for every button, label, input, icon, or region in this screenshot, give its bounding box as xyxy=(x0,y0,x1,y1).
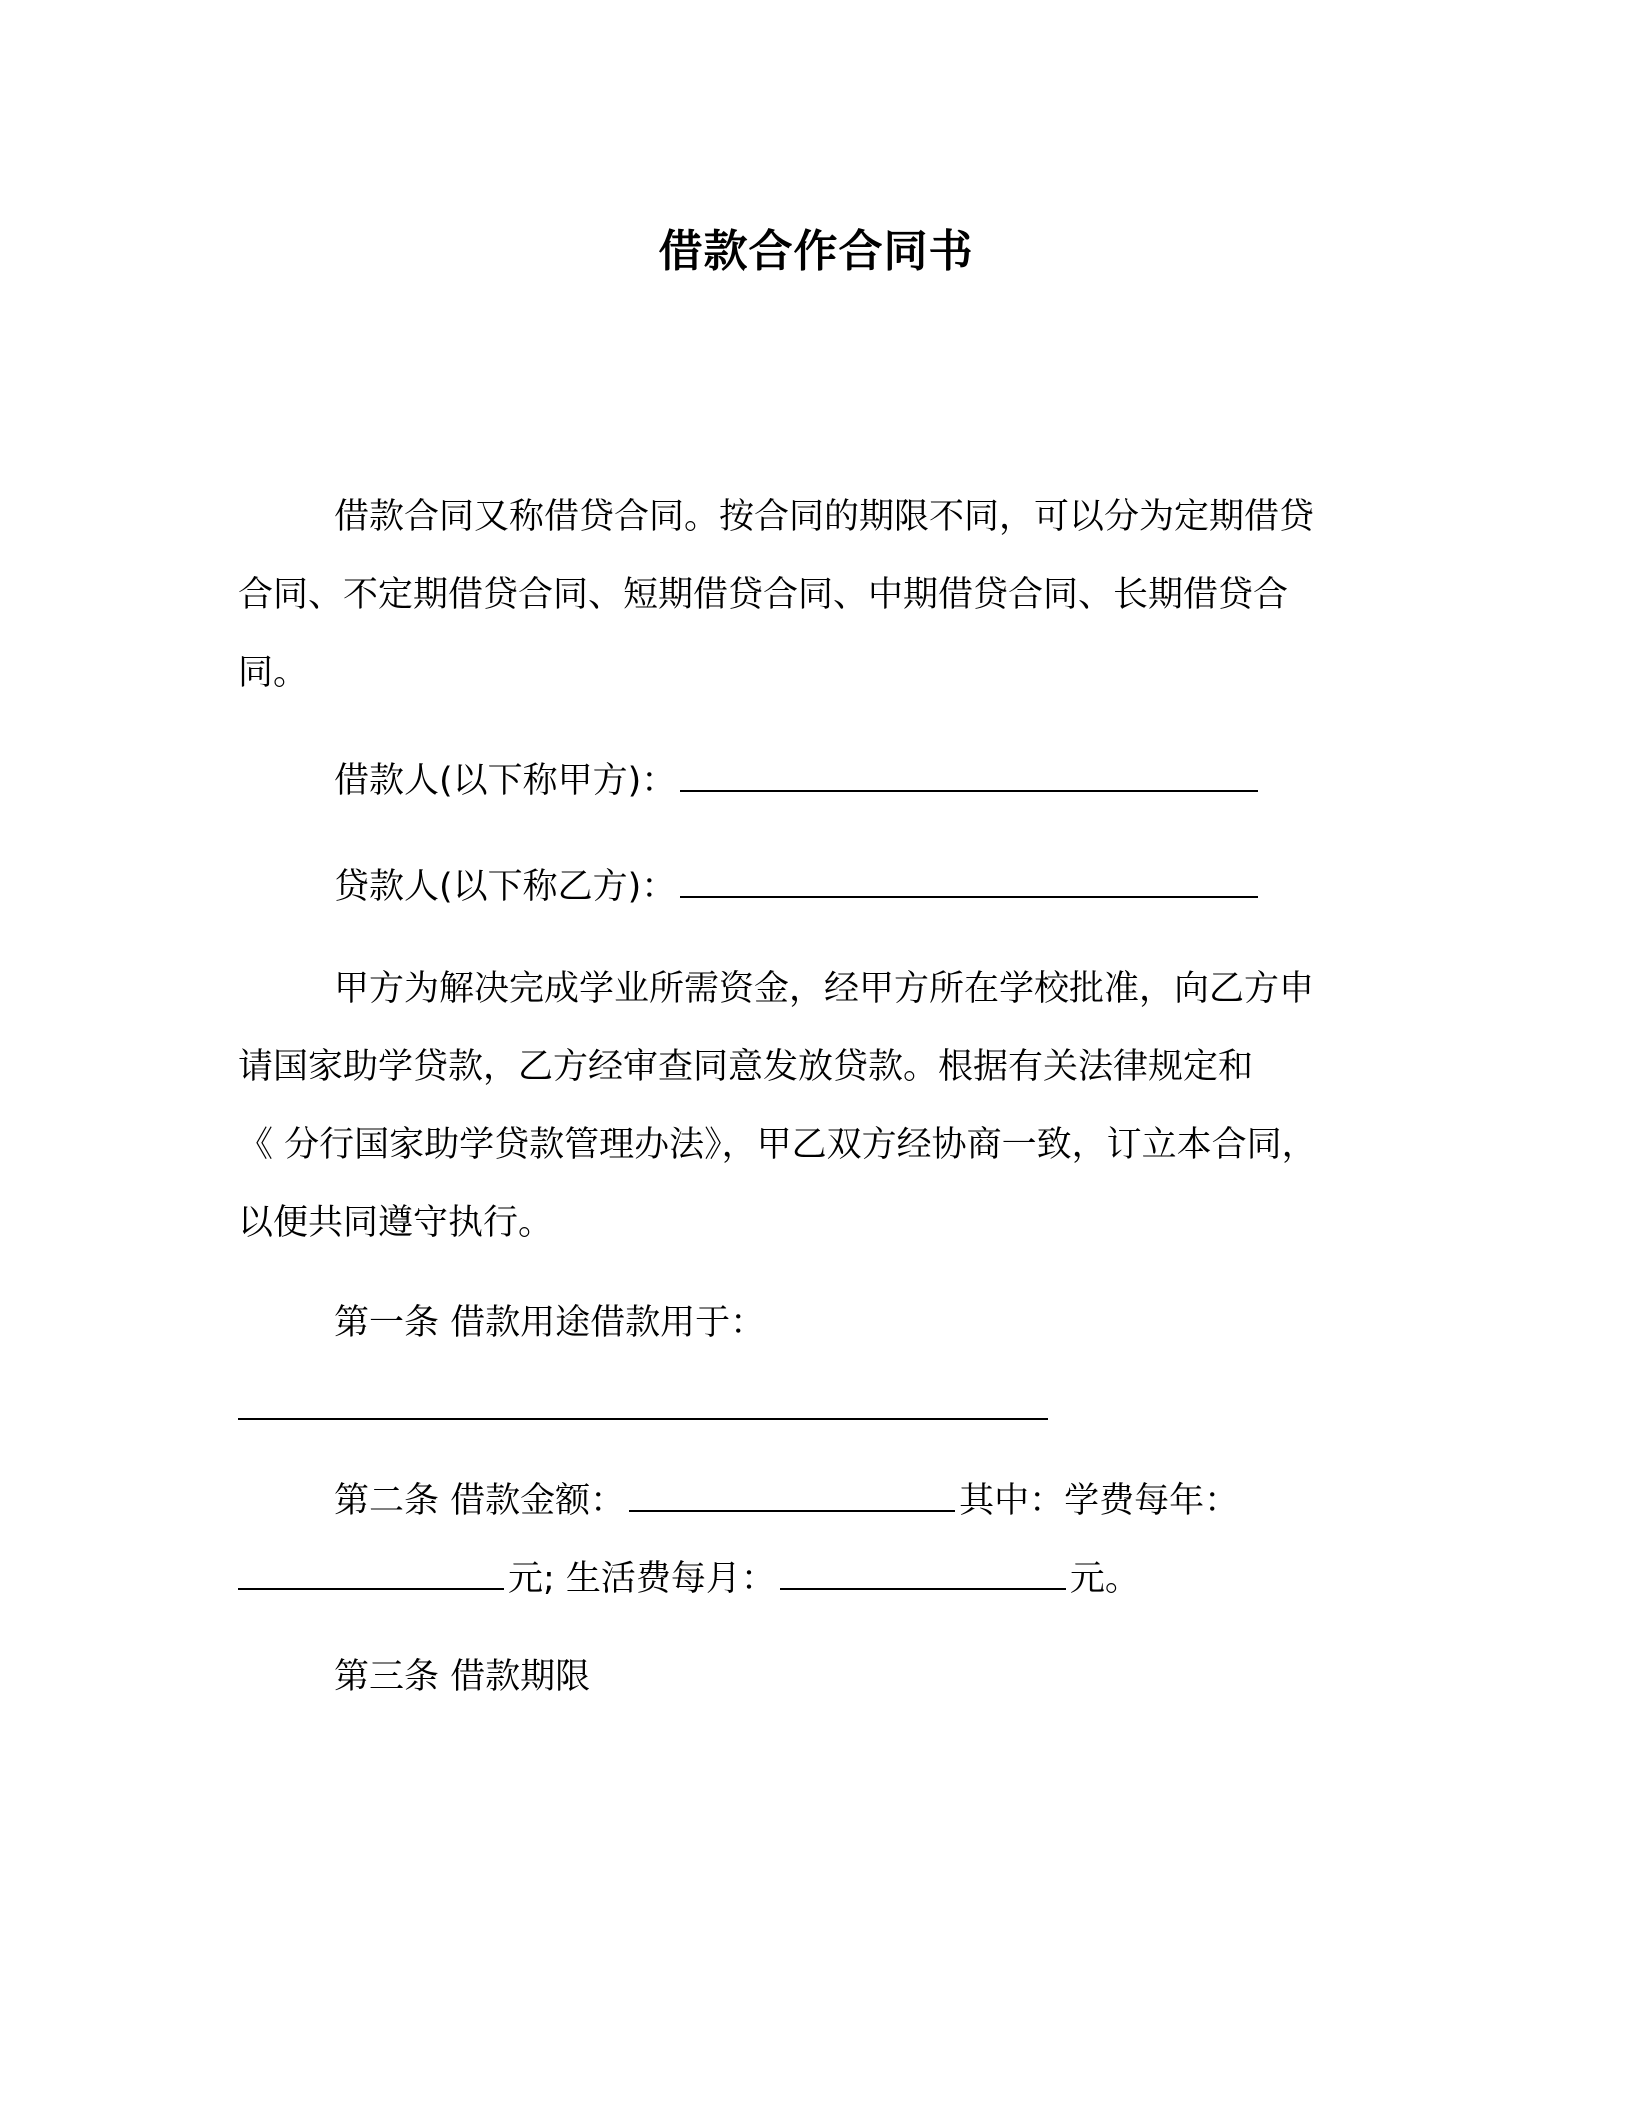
intro-line-1: 借款合同又称借贷合同。按合同的期限不同，可以分为定期借贷 xyxy=(334,497,1315,537)
lender-row xyxy=(238,848,1484,926)
lender-label: 贷款人(以下称乙方)： xyxy=(334,867,677,907)
article-2-prefix: 第二条 借款金额： xyxy=(334,1481,626,1521)
living-cost-label: 元; 生活费每月： xyxy=(508,1559,776,1599)
purpose-line-3: 《 分行国家助学贷款管理办法》，甲乙双方经协商一致，订立本合同， xyxy=(238,1125,1317,1165)
article-2-row-1 xyxy=(238,1462,1484,1540)
purpose-line-1: 甲方为解决完成学业所需资金，经甲方所在学校批准，向乙方申 xyxy=(334,969,1315,1009)
article-1: 第一条 借款用途借款用于： xyxy=(334,1303,766,1343)
borrower-row xyxy=(238,742,1484,820)
purpose-line-2: 请国家助学贷款，乙方经审查同意发放贷款。根据有关法律规定和 xyxy=(238,1047,1254,1087)
intro-line-2: 合同、不定期借贷合同、短期借贷合同、中期借贷合同、长期借贷合 xyxy=(238,575,1289,615)
tuition-label: 其中：学费每年： xyxy=(959,1481,1240,1521)
living-cost-blank[interactable] xyxy=(780,1548,1066,1590)
article-1-blank[interactable] xyxy=(238,1418,1048,1420)
borrower-blank[interactable] xyxy=(680,750,1258,792)
tuition-blank[interactable] xyxy=(238,1548,504,1590)
borrower-label: 借款人(以下称甲方)： xyxy=(334,761,677,801)
intro-line-3: 同。 xyxy=(238,653,309,693)
lender-blank[interactable] xyxy=(680,856,1258,898)
document-title: 借款合作合同书 xyxy=(658,226,974,277)
yuan-suffix: 元。 xyxy=(1069,1559,1140,1599)
article-3: 第三条 借款期限 xyxy=(334,1657,591,1697)
loan-amount-blank[interactable] xyxy=(629,1470,955,1512)
purpose-line-4: 以便共同遵守执行。 xyxy=(238,1203,554,1243)
article-2-row-2 xyxy=(238,1540,1388,1618)
